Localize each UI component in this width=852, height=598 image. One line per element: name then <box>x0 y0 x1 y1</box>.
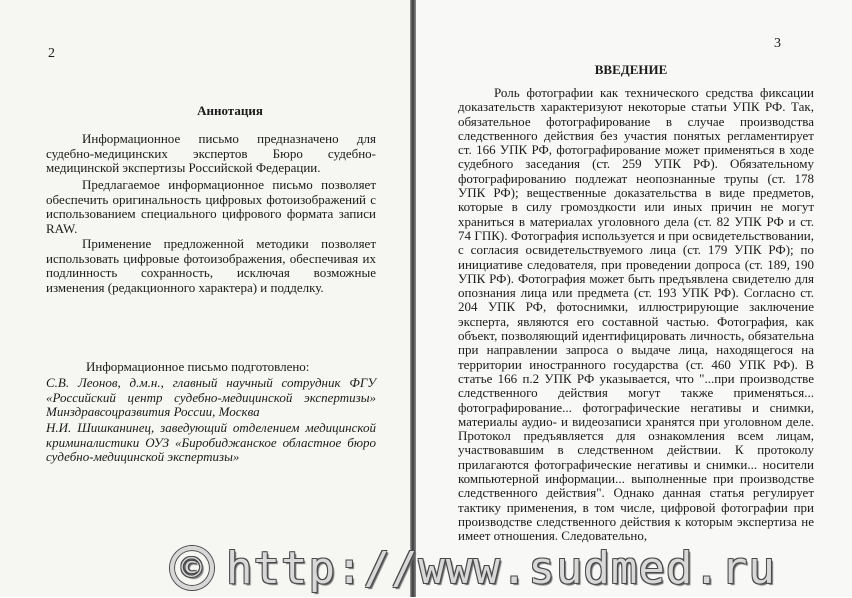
annotation-paragraph-2: Предлагаемое информационное письмо позволяет обеспечить оригинальность цифровых фотоизображений с использованием специального цифрового формата записи RAW. <box>46 177 376 236</box>
page-number-left: 2 <box>48 46 55 61</box>
right-page <box>416 0 852 597</box>
introduction-title: ВВЕДЕНИЕ <box>594 62 668 77</box>
prepared-by-heading: Информационное письмо подготовлено: <box>86 359 310 374</box>
copyright-icon: © <box>170 546 214 590</box>
watermark-url: http://www.sudmed.ru <box>226 542 776 594</box>
left-page <box>0 0 412 597</box>
page-number-right: 3 <box>774 36 781 51</box>
annotation-title: Аннотация <box>197 103 263 118</box>
author-leonov: С.В. Леонов, д.м.н., главный научный сотрудник ФГУ «Российский центр судебно-медицинской экспертизы» Минздравсоцразвития России, Москва <box>46 375 376 420</box>
annotation-paragraph-3: Применение предложенной методики позволяет использовать цифровые фотоизображения, обеспечивая их подлинность сохранность, исключая возможные изменения (редакционного характера) и подделку. <box>46 236 376 295</box>
introduction-body: Роль фотографии как технического средства фиксации доказательств характеризуют некоторые статьи УПК РФ. Так, обязательное фотографирование в случае производства следственного действия без участия понятых регламентирует ст. 166 УПК РФ, фотографирование может применяться в ходе судебного заседания (ст. 259 УПК РФ). Обязательному фотографированию подлежат неопознанные трупы (ст. 178 УПК РФ); вещественные доказательства в виде предметов, которые в силу громоздкости или иных причин не могут храниться в материалах уголовного дела (ст. 82 УПК РФ и ст. 74 ГПК). Фотография используется и при освидетельствовании, с согласия освидетельствуемого лица (ст. 179 УПК РФ); по инициативе следователя, при проведении допроса (ст. 189, 190 УПК РФ). Фотография может быть предъявлена свидетелю для опознания лица или предмета (ст. 193 УПК РФ). Согласно ст. 204 УПК РФ, фотоснимки, иллюстрирующие заключение эксперта, являются его составной частью. Фотография, как объект, позволяющий идентифицировать личность, обязательна при направлении запроса о выдаче лица, находящегося на территории иностранного государства (ст. 460 УПК РФ). В статье 166 п.2 УПК РФ указывается, что "...при производстве следственного действия могут также применяться... фотографирование... фотографические негативы и снимки, материалы аудио- и видеозаписи хранятся при уголовном деле. Протокол предъявляется для ознакомления всем лицам, участвовавшим в следственном действии. К протоколу прилагаются фотографические негативы и снимки... носители компьютерной информации... выполненные при производстве следственного действия". Однако данная статья регулирует тактику применения, в том числе, цифровой фотографии при производстве следственного действия к которым экспертиза не имеет отношения. Следовательно, <box>458 85 814 544</box>
annotation-paragraph-1: Информационное письмо предназначено для судебно-медицинских экспертов Бюро судебно-медицинской экспертизы Российской Федерации. <box>46 131 376 176</box>
site-watermark <box>170 538 852 598</box>
author-shishkaninets: Н.И. Шишканинец, заведующий отделением медицинской криминалистики ОУЗ «Биробиджанское областное бюро судебно-медицинской экспертизы» <box>46 420 376 465</box>
